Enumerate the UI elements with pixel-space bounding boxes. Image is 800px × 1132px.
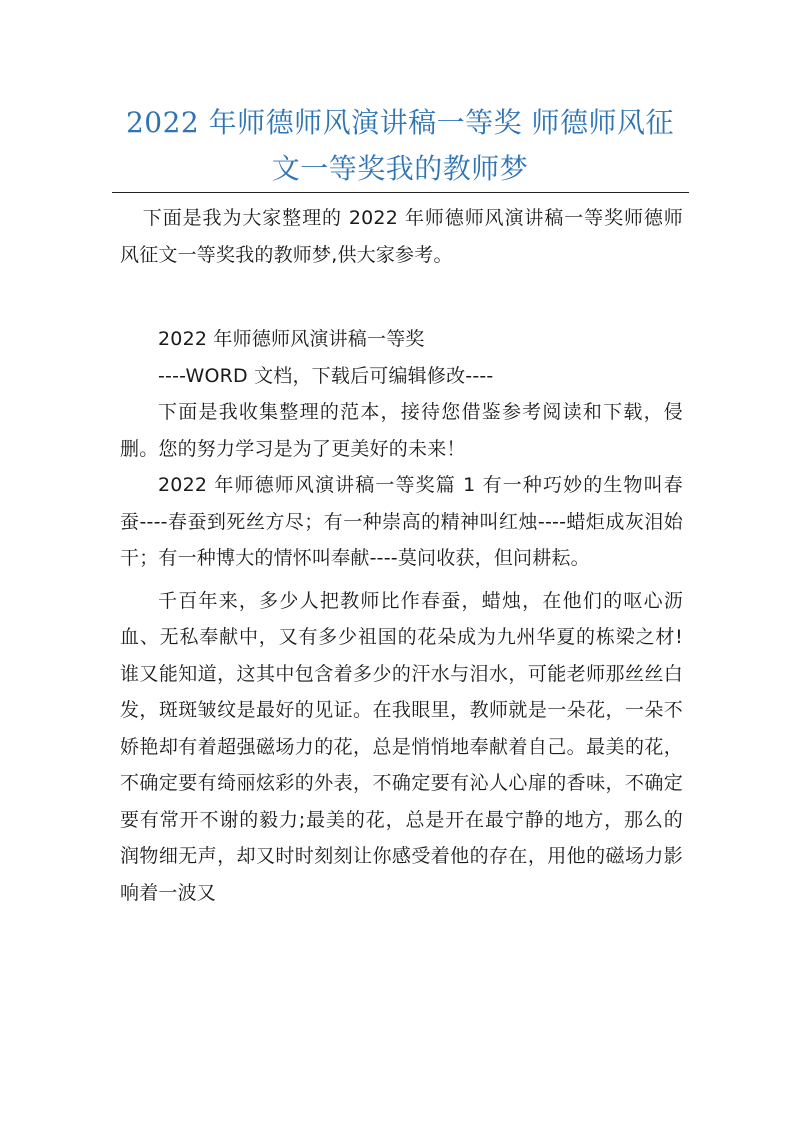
body-block <box>120 321 683 911</box>
word-notice: ----WORD 文档，下载后可编辑修改---- <box>158 364 494 387</box>
subtitle: 2022 年师德师风演讲稿一等奖 <box>158 328 425 350</box>
intro-block <box>120 200 683 273</box>
title-divider <box>112 192 689 193</box>
title-line-1: 2022 年师德师风演讲稿一等奖 师德师风征 <box>125 106 675 139</box>
collection-note: 下面是我收集整理的范本，接待您借鉴参考阅读和下载，侵删。您的努力学习是为了更美好的未来！ <box>120 401 683 460</box>
intro-paragraph: 下面是我为大家整理的 2022 年师德师风演讲稿一等奖师德师风征文一等奖我的教师梦,供大家参考。 <box>120 207 683 266</box>
paragraph-2: 千百年来，多少人把教师比作春蚕，蜡烛，在他们的呕心沥血、无私奉献中，又有多少祖国的花朵成为九州华夏的栋梁之材!谁又能知道，这其中包含着多少的汗水与泪水，可能老师那丝丝白发，斑斑皱纹是最好的见证。在我眼里，教师就是一朵花，一朵不娇艳却有着超强磁场力的花，总是悄悄地奉献着自己。最美的花，不确定要有绮丽炫彩的外表，不确定要有沁人心扉的香味，不确定要有常开不谢的毅力;最美的花，总是开在最宁静的地方，那么的润物细无声，却又时时刻刻让你感受着他的存在，用他的磁场力影响着一波又 <box>120 589 683 904</box>
document-title <box>112 100 688 192</box>
paragraph-1: 2022 年师德师风演讲稿一等奖篇 1 有一种巧妙的生物叫春蚕----春蚕到死丝方尽；有一种崇高的精神叫红烛----蜡炬成灰泪始干；有一种博大的情怀叫奉献----莫问收获，但问耕耘。 <box>120 474 683 569</box>
title-line-2: 文一等奖我的教师梦 <box>271 152 529 185</box>
